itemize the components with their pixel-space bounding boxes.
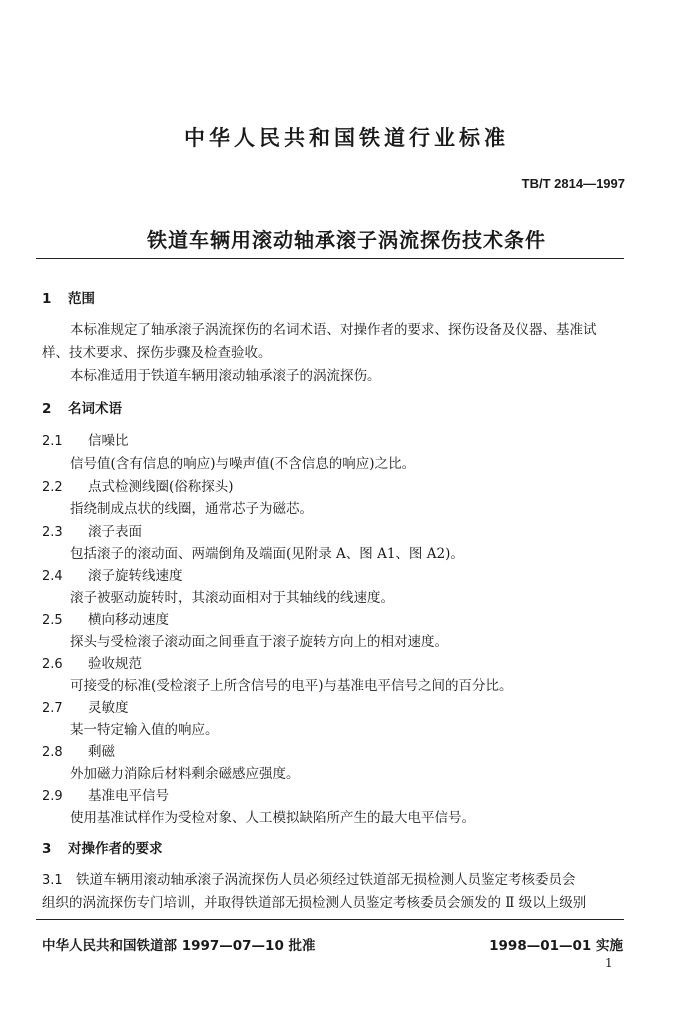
section-number: 3 <box>42 841 52 857</box>
term-number: 2.1 <box>42 434 63 449</box>
term-2-3 <box>42 520 142 540</box>
term-name: 验收规范 <box>88 656 142 672</box>
term-name: 基准电平信号 <box>88 788 169 804</box>
term-2-7 <box>42 696 129 716</box>
effective-date: 1998—01—01 实施 <box>489 938 623 954</box>
term-name: 横向移动速度 <box>88 612 169 628</box>
document-title: 铁道车辆用滚动轴承滚子涡流探伤技术条件 <box>147 228 546 252</box>
term-2-6 <box>42 652 142 672</box>
term-2-8 <box>42 740 115 760</box>
term-number: 2.5 <box>42 613 63 628</box>
section-number: 1 <box>42 291 52 307</box>
term-definition: 滚子被驱动旋转时，其滚动面相对于其轴线的线速度。 <box>70 590 394 606</box>
section-3-heading <box>42 837 163 857</box>
term-name: 点式检测线圈(俗称探头) <box>88 479 234 495</box>
clause-text: 铁道车辆用滚动轴承滚子涡流探伤人员必须经过铁道部无损检测人员鉴定考核委员会 <box>76 872 576 888</box>
term-number: 2.7 <box>42 701 63 716</box>
term-2-2 <box>42 475 234 495</box>
term-name: 剩磁 <box>88 744 115 760</box>
term-number: 2.4 <box>42 569 63 584</box>
section-title: 范围 <box>68 291 95 307</box>
section-title: 对操作者的要求 <box>68 841 163 857</box>
clause-3-1 <box>42 868 576 888</box>
term-definition: 探头与受检滚子滚动面之间垂直于滚子旋转方向上的相对速度。 <box>70 634 448 650</box>
term-name: 信噪比 <box>88 433 129 449</box>
paragraph: 本标准适用于铁道车辆用滚动轴承滚子的涡流探伤。 <box>70 368 381 384</box>
page-number: 1 <box>605 956 613 970</box>
term-definition: 可接受的标准(受检滚子上所含信号的电平)与基准电平信号之间的百分比。 <box>70 678 513 694</box>
paragraph: 样、技术要求、探伤步骤及检查验收。 <box>42 345 272 361</box>
term-definition: 信号值(含有信息的响应)与噪声值(不含信息的响应)之比。 <box>70 456 416 472</box>
clause-number: 3.1 <box>42 873 63 888</box>
term-number: 2.9 <box>42 789 63 804</box>
standard-header: 中华人民共和国铁道行业标准 <box>184 126 509 150</box>
section-1-heading <box>42 287 95 307</box>
term-definition: 包括滚子的滚动面、两端倒角及端面(见附录 A、图 A1、图 A2)。 <box>70 546 464 562</box>
term-number: 2.3 <box>42 525 63 540</box>
section-number: 2 <box>42 401 52 417</box>
term-name: 滚子旋转线速度 <box>88 568 183 584</box>
standard-code: TB/T 2814—1997 <box>521 176 625 191</box>
term-name: 灵敏度 <box>88 700 129 716</box>
term-2-1 <box>42 429 129 449</box>
clause-text-continued: 组织的涡流探伤专门培训，并取得铁道部无损检测人员鉴定考核委员会颁发的 Ⅱ 级以上级别 <box>42 895 587 911</box>
term-2-4 <box>42 564 183 584</box>
term-number: 2.8 <box>42 745 63 760</box>
term-definition: 指绕制成点状的线圈，通常芯子为磁芯。 <box>70 501 313 517</box>
term-definition: 使用基准试样作为受检对象、人工模拟缺陷所产生的最大电平信号。 <box>70 810 475 826</box>
term-2-9 <box>42 784 169 804</box>
term-number: 2.2 <box>42 480 63 495</box>
section-title: 名词术语 <box>68 401 122 417</box>
term-definition: 某一特定输入值的响应。 <box>70 722 219 738</box>
footer-divider <box>36 919 624 920</box>
section-2-heading <box>42 397 122 417</box>
term-definition: 外加磁力消除后材料剩余磁感应强度。 <box>70 766 300 782</box>
term-name: 滚子表面 <box>88 524 142 540</box>
approval-info: 中华人民共和国铁道部 1997—07—10 批准 <box>42 938 316 954</box>
term-2-5 <box>42 608 169 628</box>
term-number: 2.6 <box>42 657 63 672</box>
paragraph: 本标准规定了轴承滚子涡流探伤的名词术语、对操作者的要求、探伤设备及仪器、基准试 <box>70 322 597 338</box>
header-divider <box>36 258 624 259</box>
